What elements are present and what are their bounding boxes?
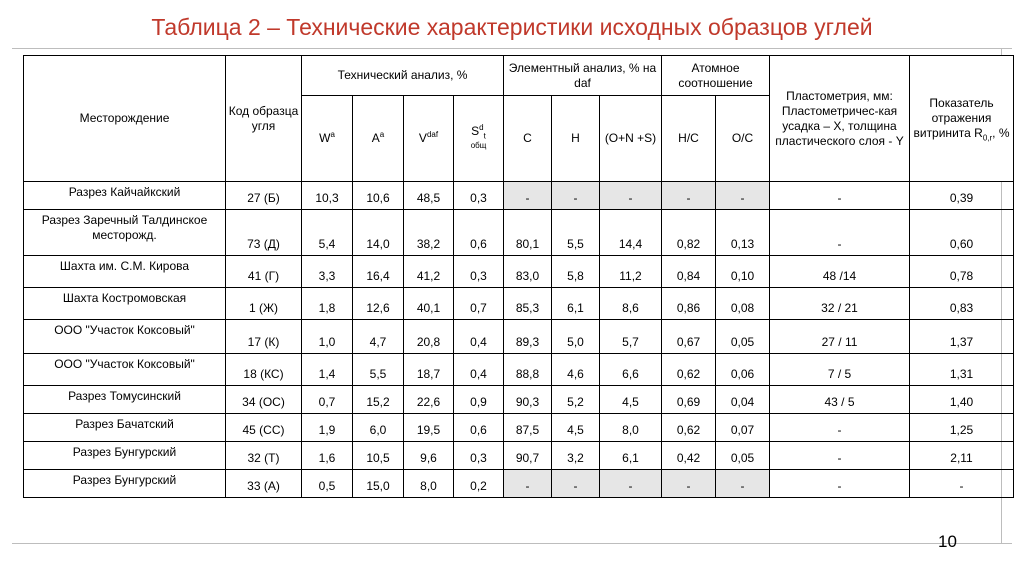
cell-c: 88,8 bbox=[504, 354, 552, 386]
cell-reflectance: 0,83 bbox=[910, 288, 1014, 320]
cell-deposit: ООО "Участок Коксовый" bbox=[24, 354, 226, 386]
cell-v: 20,8 bbox=[404, 320, 454, 354]
cell-s: 0,4 bbox=[454, 354, 504, 386]
cell-ons: 8,0 bbox=[600, 414, 662, 442]
header-reflectance: Показатель отражения витринита $R_{0,r}$, % bbox=[910, 56, 1014, 182]
cell-deposit: Шахта Костромовская bbox=[24, 288, 226, 320]
table-row bbox=[24, 386, 1014, 414]
table-row bbox=[24, 414, 1014, 442]
cell-plastometry: 43 / 5 bbox=[770, 386, 910, 414]
cell-a: 14,0 bbox=[353, 210, 404, 256]
cell-w: 10,3 bbox=[302, 182, 353, 210]
header-atomic: Атомное соотношение bbox=[662, 56, 770, 96]
cell-hc: - bbox=[662, 470, 716, 498]
cell-a: 15,2 bbox=[353, 386, 404, 414]
header-oc: O/C bbox=[716, 96, 770, 182]
cell-oc: 0,05 bbox=[716, 320, 770, 354]
cell-v: 48,5 bbox=[404, 182, 454, 210]
cell-w: 1,9 bbox=[302, 414, 353, 442]
header-c: C bbox=[504, 96, 552, 182]
cell-v: 38,2 bbox=[404, 210, 454, 256]
cell-hc: 0,62 bbox=[662, 414, 716, 442]
cell-v: 18,7 bbox=[404, 354, 454, 386]
cell-plastometry: 32 / 21 bbox=[770, 288, 910, 320]
cell-v: 8,0 bbox=[404, 470, 454, 498]
cell-hc: 0,84 bbox=[662, 256, 716, 288]
cell-plastometry: 27 / 11 bbox=[770, 320, 910, 354]
table-row bbox=[24, 288, 1014, 320]
cell-v: 41,2 bbox=[404, 256, 454, 288]
cell-deposit: Разрез Бунгурский bbox=[24, 470, 226, 498]
cell-a: 16,4 bbox=[353, 256, 404, 288]
cell-reflectance: 1,37 bbox=[910, 320, 1014, 354]
cell-c: - bbox=[504, 182, 552, 210]
cell-deposit: ООО "Участок Коксовый" bbox=[24, 320, 226, 354]
cell-ons: 6,6 bbox=[600, 354, 662, 386]
cell-a: 15,0 bbox=[353, 470, 404, 498]
coal-characteristics-table bbox=[23, 55, 1014, 498]
cell-code: 45 (СС) bbox=[226, 414, 302, 442]
cell-h: 4,5 bbox=[552, 414, 600, 442]
cell-oc: 0,05 bbox=[716, 442, 770, 470]
cell-code: 1 (Ж) bbox=[226, 288, 302, 320]
header-hc: H/C bbox=[662, 96, 716, 182]
cell-hc: 0,62 bbox=[662, 354, 716, 386]
cell-oc: - bbox=[716, 182, 770, 210]
header-deposit: Месторождение bbox=[24, 56, 226, 182]
cell-h: 5,5 bbox=[552, 210, 600, 256]
cell-h: 6,1 bbox=[552, 288, 600, 320]
cell-deposit: Разрез Кайчайкский bbox=[24, 182, 226, 210]
cell-a: 12,6 bbox=[353, 288, 404, 320]
cell-plastometry: 48 /14 bbox=[770, 256, 910, 288]
cell-w: 1,8 bbox=[302, 288, 353, 320]
cell-w: 1,0 bbox=[302, 320, 353, 354]
cell-code: 33 (А) bbox=[226, 470, 302, 498]
cell-s: 0,6 bbox=[454, 210, 504, 256]
cell-c: 90,3 bbox=[504, 386, 552, 414]
cell-hc: 0,86 bbox=[662, 288, 716, 320]
cell-c: 80,1 bbox=[504, 210, 552, 256]
cell-h: - bbox=[552, 470, 600, 498]
cell-h: - bbox=[552, 182, 600, 210]
header-plastometry: Пластометрия, мм: Пластометричес-кая усадка – X, толщина пластического слоя - Y bbox=[770, 56, 910, 182]
cell-w: 0,5 bbox=[302, 470, 353, 498]
cell-hc: 0,42 bbox=[662, 442, 716, 470]
cell-code: 73 (Д) bbox=[226, 210, 302, 256]
cell-plastometry: 7 / 5 bbox=[770, 354, 910, 386]
cell-w: 3,3 bbox=[302, 256, 353, 288]
cell-h: 5,2 bbox=[552, 386, 600, 414]
cell-v: 22,6 bbox=[404, 386, 454, 414]
cell-reflectance: - bbox=[910, 470, 1014, 498]
cell-a: 4,7 bbox=[353, 320, 404, 354]
cell-a: 6,0 bbox=[353, 414, 404, 442]
cell-a: 10,5 bbox=[353, 442, 404, 470]
cell-hc: 0,82 bbox=[662, 210, 716, 256]
header-h: H bbox=[552, 96, 600, 182]
cell-deposit: Разрез Бачатский bbox=[24, 414, 226, 442]
table-row bbox=[24, 210, 1014, 256]
cell-w: 1,6 bbox=[302, 442, 353, 470]
cell-s: 0,4 bbox=[454, 320, 504, 354]
cell-h: 5,8 bbox=[552, 256, 600, 288]
header-ons: (O+N +S) bbox=[600, 96, 662, 182]
cell-code: 18 (КС) bbox=[226, 354, 302, 386]
cell-hc: - bbox=[662, 182, 716, 210]
cell-ons: 8,6 bbox=[600, 288, 662, 320]
cell-c: 83,0 bbox=[504, 256, 552, 288]
cell-plastometry: - bbox=[770, 442, 910, 470]
cell-deposit: Разрез Бунгурский bbox=[24, 442, 226, 470]
top-divider bbox=[12, 48, 1012, 49]
cell-ons: 11,2 bbox=[600, 256, 662, 288]
page-number: 10 bbox=[938, 532, 957, 551]
cell-c: 89,3 bbox=[504, 320, 552, 354]
cell-ons: - bbox=[600, 470, 662, 498]
cell-oc: 0,04 bbox=[716, 386, 770, 414]
cell-s: 0,3 bbox=[454, 182, 504, 210]
cell-h: 3,2 bbox=[552, 442, 600, 470]
cell-plastometry: - bbox=[770, 414, 910, 442]
cell-ons: 6,1 bbox=[600, 442, 662, 470]
cell-code: 17 (К) bbox=[226, 320, 302, 354]
cell-v: 40,1 bbox=[404, 288, 454, 320]
cell-a: 10,6 bbox=[353, 182, 404, 210]
cell-deposit: Разрез Заречный Талдинское месторожд. bbox=[24, 210, 226, 256]
cell-c: 87,5 bbox=[504, 414, 552, 442]
header-s: $S^d_t$ общ bbox=[454, 96, 504, 182]
cell-deposit: Разрез Томусинский bbox=[24, 386, 226, 414]
cell-v: 19,5 bbox=[404, 414, 454, 442]
cell-hc: 0,67 bbox=[662, 320, 716, 354]
cell-code: 27 (Б) bbox=[226, 182, 302, 210]
header-elemental: Элементный анализ, % на daf bbox=[504, 56, 662, 96]
cell-s: 0,6 bbox=[454, 414, 504, 442]
cell-s: 0,3 bbox=[454, 256, 504, 288]
table-row bbox=[24, 256, 1014, 288]
cell-oc: 0,07 bbox=[716, 414, 770, 442]
cell-plastometry: - bbox=[770, 470, 910, 498]
cell-deposit: Шахта им. С.М. Кирова bbox=[24, 256, 226, 288]
header-v: $V^{daf}$ bbox=[404, 96, 454, 182]
cell-v: 9,6 bbox=[404, 442, 454, 470]
cell-oc: 0,10 bbox=[716, 256, 770, 288]
cell-plastometry: - bbox=[770, 182, 910, 210]
cell-s: 0,2 bbox=[454, 470, 504, 498]
cell-hc: 0,69 bbox=[662, 386, 716, 414]
cell-ons: 4,5 bbox=[600, 386, 662, 414]
cell-w: 5,4 bbox=[302, 210, 353, 256]
cell-ons: 5,7 bbox=[600, 320, 662, 354]
cell-reflectance: 0,78 bbox=[910, 256, 1014, 288]
cell-s: 0,7 bbox=[454, 288, 504, 320]
cell-code: 34 (ОС) bbox=[226, 386, 302, 414]
table-row bbox=[24, 320, 1014, 354]
cell-s: 0,9 bbox=[454, 386, 504, 414]
cell-w: 1,4 bbox=[302, 354, 353, 386]
cell-reflectance: 0,39 bbox=[910, 182, 1014, 210]
cell-c: 85,3 bbox=[504, 288, 552, 320]
cell-reflectance: 2,11 bbox=[910, 442, 1014, 470]
cell-reflectance: 1,25 bbox=[910, 414, 1014, 442]
table-row bbox=[24, 182, 1014, 210]
header-tech-analysis: Технический анализ, % bbox=[302, 56, 504, 96]
cell-code: 32 (Т) bbox=[226, 442, 302, 470]
cell-c: 90,7 bbox=[504, 442, 552, 470]
cell-oc: - bbox=[716, 470, 770, 498]
header-w: $W^a$ bbox=[302, 96, 353, 182]
cell-oc: 0,13 bbox=[716, 210, 770, 256]
cell-ons: 14,4 bbox=[600, 210, 662, 256]
table-row bbox=[24, 354, 1014, 386]
cell-reflectance: 0,60 bbox=[910, 210, 1014, 256]
page-title: Таблица 2 – Технические характеристики исходных образцов углей bbox=[151, 14, 873, 40]
cell-code: 41 (Г) bbox=[226, 256, 302, 288]
cell-oc: 0,06 bbox=[716, 354, 770, 386]
cell-h: 5,0 bbox=[552, 320, 600, 354]
cell-c: - bbox=[504, 470, 552, 498]
cell-oc: 0,08 bbox=[716, 288, 770, 320]
header-a: $A^a$ bbox=[353, 96, 404, 182]
cell-ons: - bbox=[600, 182, 662, 210]
cell-plastometry: - bbox=[770, 210, 910, 256]
table-row bbox=[24, 470, 1014, 498]
cell-reflectance: 1,40 bbox=[910, 386, 1014, 414]
bottom-divider bbox=[12, 543, 1012, 544]
cell-reflectance: 1,31 bbox=[910, 354, 1014, 386]
cell-w: 0,7 bbox=[302, 386, 353, 414]
cell-s: 0,3 bbox=[454, 442, 504, 470]
header-code: Код образца угля bbox=[226, 56, 302, 182]
cell-h: 4,6 bbox=[552, 354, 600, 386]
cell-a: 5,5 bbox=[353, 354, 404, 386]
table-row bbox=[24, 442, 1014, 470]
